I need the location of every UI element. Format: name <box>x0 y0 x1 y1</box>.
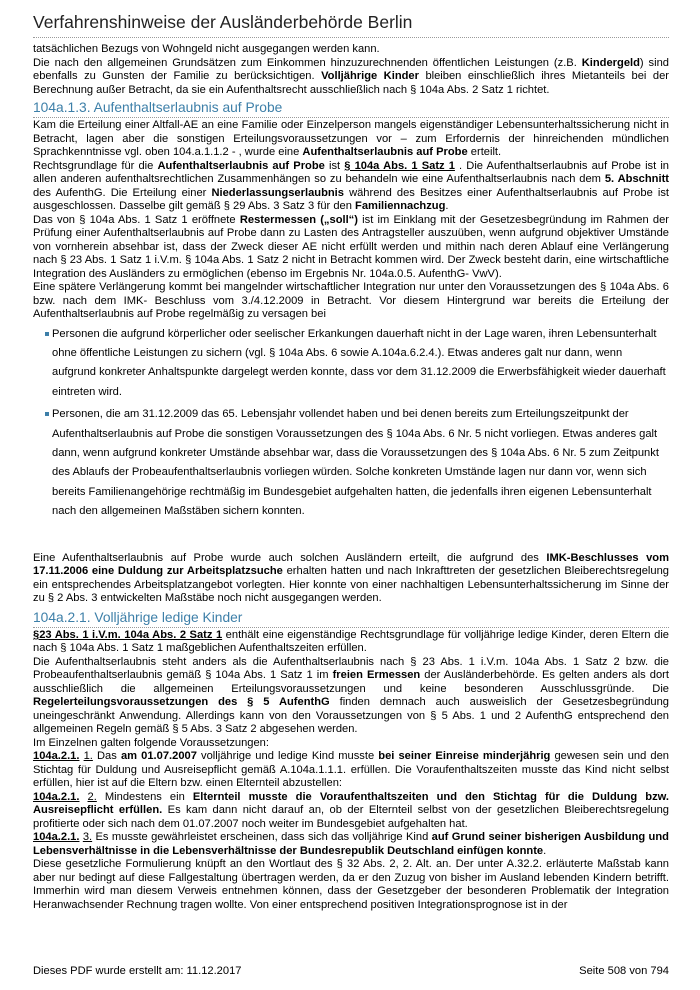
item-reference-link[interactable]: 104a.2.1. <box>33 831 80 844</box>
legal-reference-link[interactable]: § 104a Abs. 1 Satz 1 <box>344 159 455 172</box>
section-heading-probe: 104a.1.3. Aufenthaltserlaubnis auf Probe <box>33 99 669 118</box>
section1-paragraph-2: Rechtsgrundlage für die Aufenthaltserlaubnis auf Probe ist § 104a Abs. 1 Satz 1 . Die Aufenthaltserlaubnis auf Probe ist in allen anderen aufenthaltsrechtlichen Zusammenhängen so zu behandeln wie eine Aufenthaltserlaubnis nach dem 5. Abschnitt des AufenthG. Die Erteilung einer Niederlassungserlaubnis während des Besitzes einer Aufenthaltserlaubnis auf Probe ist ausgeschlossen. Dasselbe gilt gemäß § 29 Abs. 3 Satz 3 für den Familiennachzug. <box>33 159 670 212</box>
section2-paragraph-2: Die Aufenthaltserlaubnis steht anders als die Aufenthaltserlaubnis nach § 23 Abs. 1 i.V.m. 104a Abs. 1 Satz 2 bzw. die Probeaufenthaltserlaubnis gemäß § 104a Abs. 1 Satz 1 im freien Ermessen der Ausländerbehörde. Es gelten anders als dort ausschließlich die allgemeinen Erteilungsvoraussetzungen und keine besonderen Ausschlussgründe. Die Regelerteilungsvoraussetzungen des § 5 AufenthG finden demnach auch ausweislich der Gesetzesbegründung uneingeschränkt Anwendung. Allerdings kann von den Voraussetzungen von § 5 Abs. 1 und 2 AufenthG entsprechend den allgemeinen Regeln gemäß § 5 Abs. 3 Satz 2 abgesehen werden. <box>33 655 670 736</box>
spacer <box>33 525 669 552</box>
item-number: 2. <box>87 790 97 803</box>
requirement-item-2: 104a.2.1. 2. Mindestens ein Elternteil musste die Voraufenthaltszeiten und den Stichtag für die Duldung bzw. Ausreisepflicht erfüllen. Es kam dann nicht darauf an, ob der Elternteil selbst von der gesetzlichen Bleiberechtsregelung profitierte oder sich nach dem 01.07.2007 noch weiter im Bundesgebiet aufgehalten hat. <box>33 790 669 830</box>
bullet-list <box>45 325 669 522</box>
item-reference-link[interactable]: 104a.2.1. <box>33 750 80 763</box>
list-item: Personen, die am 31.12.2009 das 65. Lebensjahr vollendet haben und bei denen bereits zum Erteilungszeitpunkt der Aufenthaltserlaubnis auf Probe die sonstigen Voraussetzungen des § 104a Abs. 6 Nr. 5 nicht vorliegen. Etwas anderes galt dann, wenn aufgrund konkreter Umstände absehbar war, dass die Voraussetzungen des § 104a Abs. 6 Nr. 5 zum Zeitpunkt des Ablaufs der Probeaufenthaltserlaubnis vorliegen würden. Solche konkreten Umstände lagen nur dann vor, wenn sich bereits Familienangehörige rechtmäßig im Bundesgebiet aufgehalten hatten, die jedenfalls ihren eigenen Lebensunterhalt nach den allgemeinen Maßstäben sichern konnten. <box>45 405 669 521</box>
section1-paragraph-5: Eine Aufenthaltserlaubnis auf Probe wurde auch solchen Ausländern erteilt, die aufgrund des IMK-Beschlusses vom 17.11.2006 eine Duldung zur Arbeitsplatzsuche erhalten hatten und nach Inkrafttreten der gesetzlichen Bleiberechtsregelung ein entsprechendes Arbeitsplatzangebot vorlegten. Hier konnte von einer nachhaltigen Lebensunterhaltssicherung im Sinne der zu § 2 Abs. 3 entwickelten Maßstäbe noch nicht ausgegangen werden. <box>33 551 669 605</box>
section1-paragraph-4: Eine spätere Verlängerung kommt bei mangelnder wirtschaftlicher Integration nur unter den Voraussetzungen des § 104a Abs. 6 bzw. nach dem IMK- Beschluss vom 3./4.12.2009 in Betracht. Vor diesem Hintergrund war bereits die Erteilung der Aufenthaltserlaubnis auf Probe regelmäßig zu versagen bei <box>33 281 669 320</box>
section2-paragraph-1: §23 Abs. 1 i.V.m. 104a Abs. 2 Satz 1 enthält eine eigenständige Rechtsgrundlage für volljährige ledige Kinder, deren Eltern die nach § 104a Abs. 1 Satz 1 maßgeblichen Aufenthaltszeiten erfüllen. <box>33 628 669 655</box>
footer-page-number: Seite 508 von 794 <box>579 965 669 977</box>
list-item: Personen die aufgrund körperlicher oder seelischer Erkankungen dauerhaft nicht in der Lage waren, ihren Lebensunterhalt ohne öffentliche Leistungen zu sichern (vgl. § 104a Abs. 6 sowie A.104a.6.2.4.). Etwas anderes galt nur dann, wenn aufgrund konkreter Anhaltspunkte dargelegt werden konnte, dass vor dem 31.12.2009 die Erwerbsfähigkeit wieder dauerhaft eintreten wird. <box>45 325 669 403</box>
item-number: 1. <box>83 750 93 763</box>
section1-paragraph-1: Kam die Erteilung einer Altfall-AE an eine Familie oder Einzelperson mangels eigenständiger Lebensunterhaltssicherung nicht in Betracht, lagen aber die sonstigen Erteilungsvoraussetzungen vor – zum Erfordernis der hinreichenden mündlichen Sprachkenntnisse vgl. oben 104.a.1.1.2 - , wurde eine Aufenthaltserlaubnis auf Probe erteilt. <box>33 119 669 158</box>
item-number: 3. <box>82 831 93 844</box>
footer-created-date: Dieses PDF wurde erstellt am: 11.12.2017 <box>33 965 242 977</box>
requirement-item-3: 104a.2.1. 3. Es musste gewährleistet erscheinen, dass sich das volljährige Kind auf Grund seiner bisherigen Ausbildung und Lebensverhältnisse in die Lebensverhältnisse der Bundesrepublik Deutschland einfügen konnte. <box>33 831 669 857</box>
bullet-icon <box>45 332 49 336</box>
document-body <box>33 43 669 912</box>
header-title: Verfahrenshinweise der Ausländerbehörde Berlin <box>33 12 413 32</box>
page-header <box>33 9 669 38</box>
bullet-icon <box>45 412 49 416</box>
section2-paragraph-4: Diese gesetzliche Formulierung knüpft an den Wortlaut des § 32 Abs. 2, 2. Alt. an. Der unter A.32.2. erläuterte Maßstab kann aber nur bedingt auf diese Fallgestaltung übertragen werden, da er den Zuzug von bisher im Ausland lebenden Kindern betrifft. Immerhin wird man diesem Verweis entnehmen können, dass der Gesetzgeber der besonderen Problematik der Integration Heranwachsender Rechnung tragen wollte. Von einer entsprechend positiven Integrationsprognose ist in der <box>33 858 669 911</box>
intro-paragraph-2: Die nach den allgemeinen Grundsätzen zum Einkommen hinzuzurechnenden öffentlichen Leistungen (z.B. Kindergeld) sind ebenfalls zu Gunsten der Familie zu berücksichtigen. Volljährige Kinder bleiben einschließlich ihres Mietanteils bei der Berechnung außer Betracht, da sie ein Aufenthaltsrecht ausschließlich nach § 104a Abs. 2 Satz 1 richtet. <box>33 56 669 96</box>
intro-paragraph-1: tatsächlichen Bezugs von Wohngeld nicht ausgegangen werden kann. <box>33 43 380 55</box>
section-heading-children: 104a.2.1. Volljährige ledige Kinder <box>33 609 669 628</box>
section2-paragraph-3: Im Einzelnen galten folgende Voraussetzungen: <box>33 736 269 749</box>
legal-reference-link[interactable]: §23 Abs. 1 i.V.m. 104a Abs. 2 Satz 1 <box>33 628 223 641</box>
section1-paragraph-3: Das von § 104a Abs. 1 Satz 1 eröffnete Restermessen („soll“) ist im Einklang mit der Gesetzesbegründung im Rahmen der Prüfung einer Aufenthaltserlaubnis auf Probe dann zu Lasten des Antragsteller auszuüben, wenn aufgrund objektiver Umstände von vornherein absehbar ist, dass der Zweck dieser AE nicht erfüllt werden und mithin nach deren Ablauf eine Verlängerung nach § 23 Abs. 1 Satz 1 i.V.m. § 104a Abs. 1 Satz 2 nicht in Betracht kommen wird. Der Zweck besteht darin, eine wirtschaftliche Integration des Ausländers zu ermöglichen (ebenso im Ergebnis Nr. 104a.0.5. AufenthG- VwV). <box>33 213 669 280</box>
requirement-item-1: 104a.2.1. 1. Das am 01.07.2007 volljährige und ledige Kind musste bei seiner Einreise minderjährig gewesen sein und den Stichtag für Duldung und Ausreisepflicht gemäß A.104a.1.1.1. erfüllen. Die Voraufenthaltszeiten musste das Kind nicht selbst erfüllen, hier ist auf die Eltern bzw. einen Elternteil abzustellen: <box>33 750 670 790</box>
item-reference-link[interactable]: 104a.2.1. <box>33 790 80 803</box>
